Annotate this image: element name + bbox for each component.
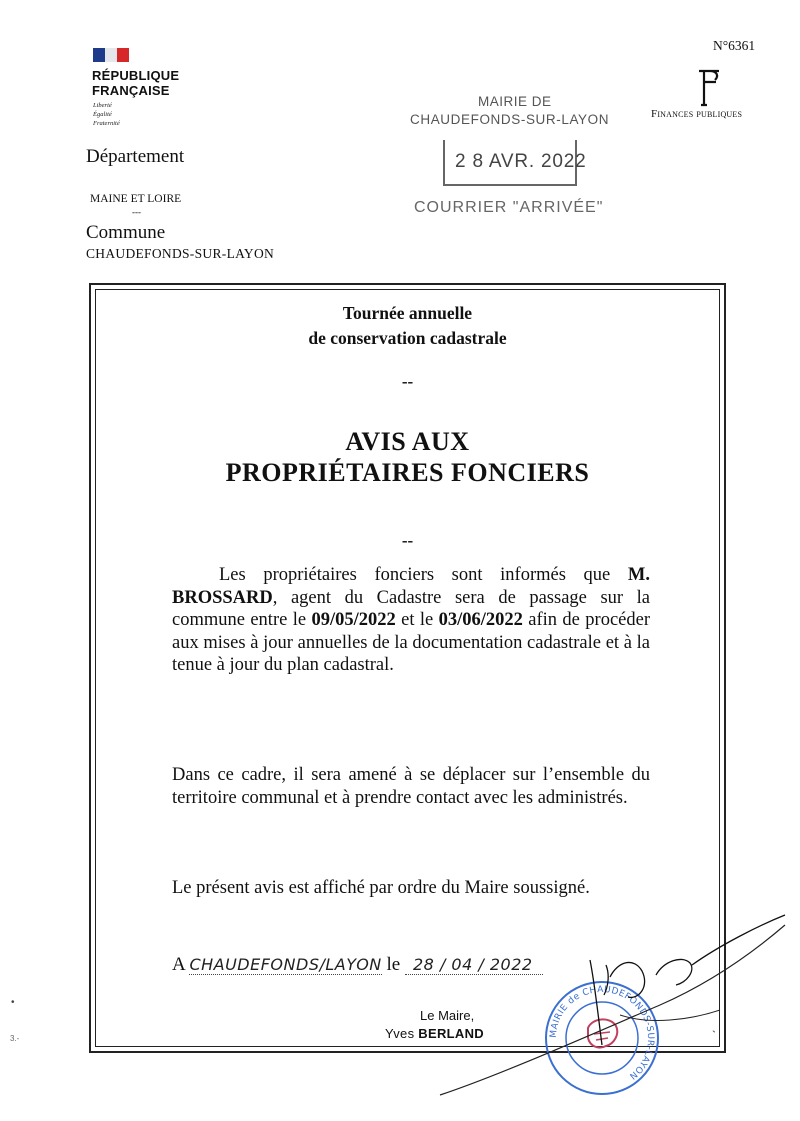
paragraph1-text-2: , agent du Cadastre sera de passage sur la commune entre le <box>172 587 650 630</box>
place-prefix: A <box>172 954 190 975</box>
department-label: Département <box>86 146 185 167</box>
flag-blue <box>93 48 105 62</box>
paragraph-posting: Le présent avis est affiché par ordre du Maire soussigné. <box>172 878 590 898</box>
date-prefix: le <box>386 954 405 975</box>
marianne-flag-icon <box>93 48 129 62</box>
motto-liberte: Liberté <box>93 102 112 109</box>
heading-line-1: AVIS AUX <box>345 427 470 456</box>
separator-1: -- <box>401 372 414 391</box>
paragraph1-text-1: Les propriétaires fonciers sont informés que <box>219 565 628 585</box>
notice-title-line-1: Tournée annuelle <box>342 303 473 323</box>
mayor-signature-icon <box>420 905 800 1105</box>
mayor-title: Le Maire, <box>420 1008 475 1023</box>
department-value: MAINE ET LOIRE <box>90 193 182 205</box>
notice-title-line-2: de conservation cadastrale <box>308 328 507 348</box>
date-start: 09/05/2022 <box>311 610 396 630</box>
flag-red <box>117 48 129 62</box>
margin-mark-dot: • <box>11 997 15 1008</box>
svg-text:MAIRIE de CHAUDEFONDS-SUR-LAYO: MAIRIE de CHAUDEFONDS-SUR-LAYON <box>548 984 656 1082</box>
paragraph-framework: Dans ce cadre, il sera amené à se déplacer sur l’ensemble du territoire communal et à prendre contact avec les administrés. <box>172 765 650 808</box>
finances-publiques-label: Finances publiques <box>651 108 743 120</box>
mayor-last-name: BERLAND <box>418 1026 484 1041</box>
agent-name: M. BROSSARD <box>172 565 650 608</box>
stamp-date: 2 8 AVR. 2022 <box>455 151 587 172</box>
motto-fraternite: Fraternité <box>93 120 120 127</box>
republic-line-1: RÉPUBLIQUE <box>92 68 180 83</box>
paragraph1-text-4: afin de procéder aux mises à jour annuelles de la documentation cadastrale et à la tenue à jour du plan cadastral. <box>172 610 650 675</box>
document-number: N°6361 <box>713 38 756 53</box>
department-separator: --- <box>132 207 141 217</box>
paragraph1-text-3: et le <box>395 610 439 630</box>
stamp-courrier-arrivee: COURRIER "ARRIVÉE" <box>414 199 604 216</box>
stamp-mairie: MAIRIE DE <box>478 94 552 109</box>
heading-line-2: PROPRIÉTAIRES FONCIERS <box>225 458 590 487</box>
date-handwritten: 28 / 04 / 2022 <box>405 955 543 975</box>
flag-white <box>105 48 117 62</box>
mayor-first-name: Yves <box>385 1026 419 1041</box>
margin-mark-tick: ˋ <box>712 1028 716 1042</box>
stamp-commune: CHAUDEFONDS-SUR-LAYON <box>410 112 610 127</box>
margin-mark-text: 3.- <box>10 1034 20 1043</box>
place-handwritten: CHAUDEFONDS/LAYON <box>189 955 382 974</box>
republic-line-2: FRANÇAISE <box>92 83 170 98</box>
finances-publiques-logo-icon <box>695 68 723 108</box>
commune-label: Commune <box>86 222 166 243</box>
paragraph-information <box>172 564 650 677</box>
commune-value: CHAUDEFONDS-SUR-LAYON <box>86 246 275 261</box>
motto-egalite: Égalité <box>93 111 112 118</box>
date-end: 03/06/2022 <box>438 610 523 630</box>
separator-2: -- <box>401 531 414 550</box>
